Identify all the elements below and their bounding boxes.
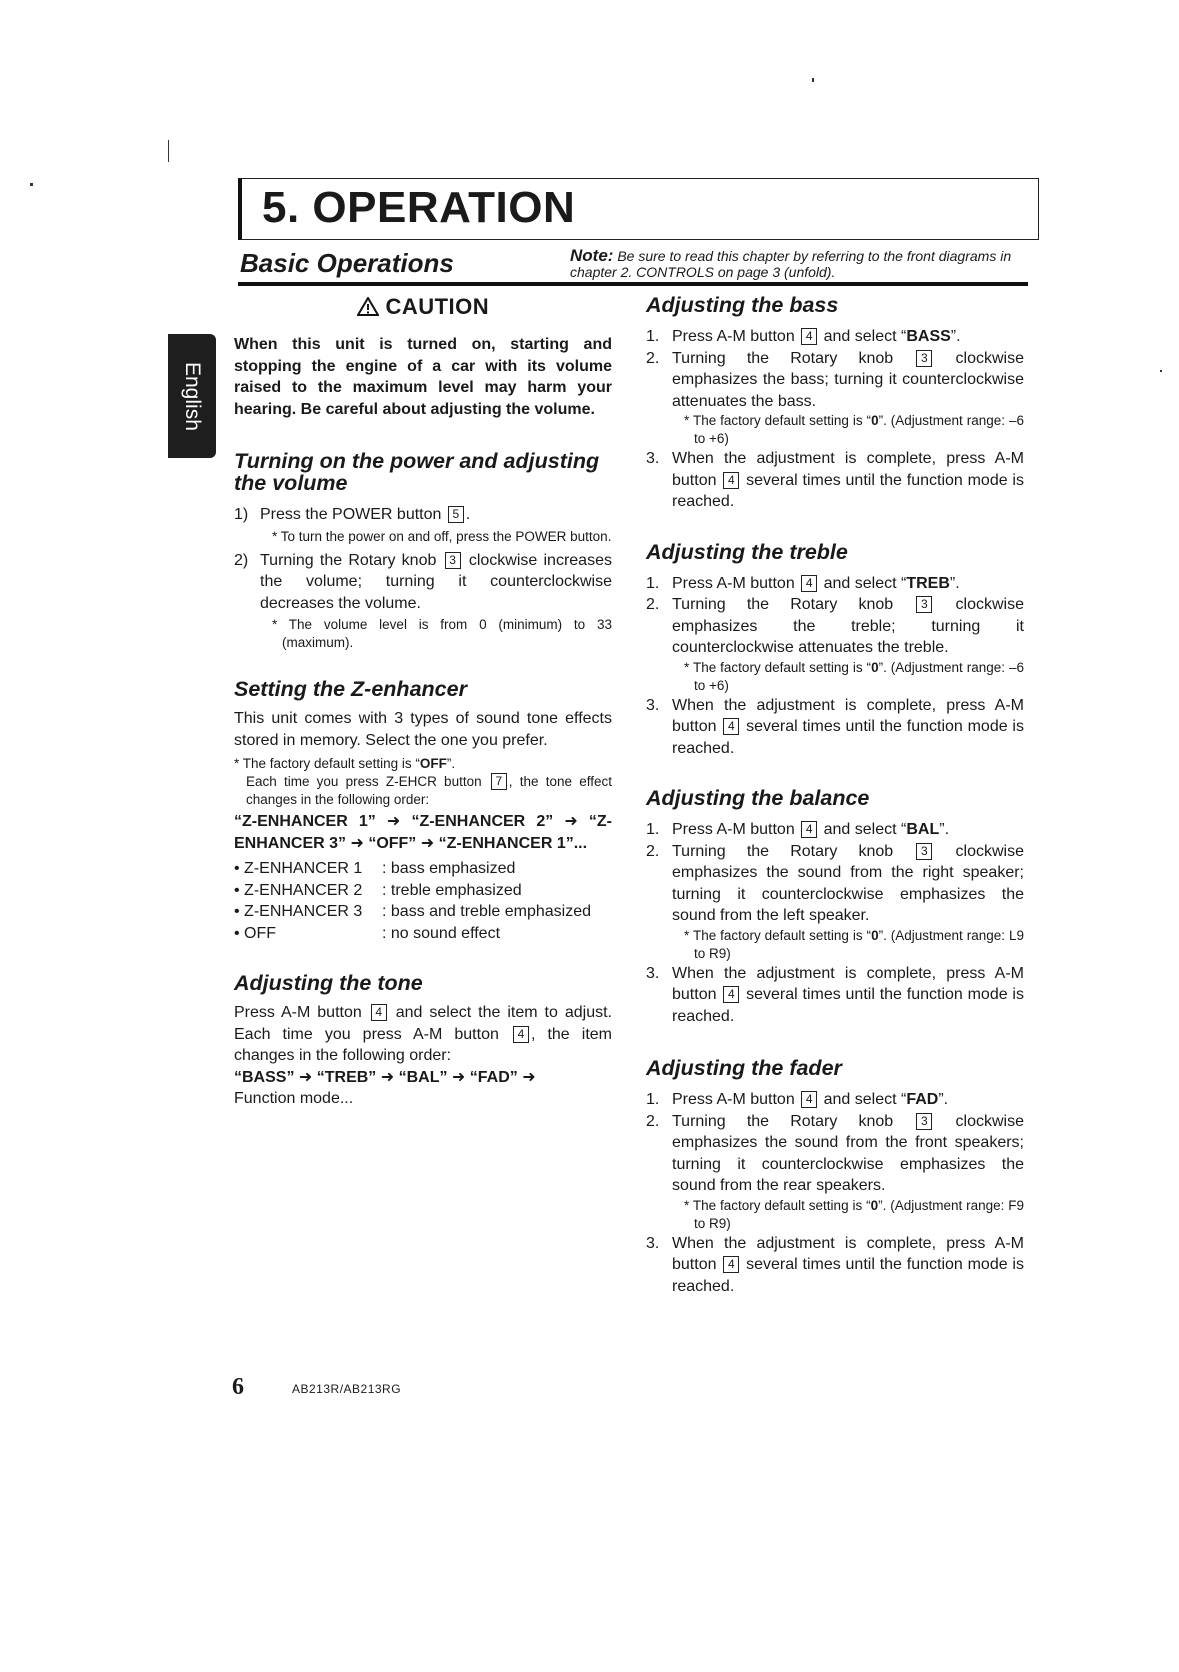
step-text: Turning the Rotary knob [672,842,894,860]
button-3-icon: 3 [916,596,932,613]
step-note [672,659,1024,695]
note-text: ”. (Adjustment range: –6 to +6) [694,413,1025,446]
zenhancer-modes [234,858,612,944]
step-text: several times until the function mode is reached. [672,718,1024,757]
list-item [234,901,612,923]
chapter-title-box [238,178,1039,240]
button-7-icon: 7 [491,773,507,790]
note-value: 0 [871,413,879,428]
caution-title: CAUTION [385,294,490,319]
list-item [646,963,1024,1028]
step-note: * The volume level is from 0 (minimum) to 33 (maximum). [272,617,612,650]
balance-steps [646,819,1024,1027]
step-number: 3. [646,696,660,714]
list-item [646,1089,1024,1111]
list-item [646,573,1024,595]
note-text: ”. [446,756,456,771]
balance-heading: Adjusting the balance [646,786,870,810]
zenhancer-each [234,773,612,809]
step-value: TREB [906,574,950,592]
step-text: When the adjustment is complete, press A-M button [672,1234,1024,1273]
power-volume-heading: Turning on the power and adjusting the volume [234,449,600,495]
list-item [646,326,1024,348]
step-value: BAL [906,821,940,838]
step-number: 1. [646,821,660,838]
button-4-icon: 4 [723,718,739,735]
button-3-icon: 3 [445,552,461,569]
button-4-icon: 4 [801,821,817,838]
language-tab [168,334,216,458]
list-item [646,1111,1024,1233]
step-text: Press A-M button [672,1091,795,1108]
list-item [234,858,612,880]
mode-desc: : bass emphasized [382,860,516,877]
note-text: * The factory default setting is “ [684,659,872,675]
step-text: several times until the function mode is reached. [672,1256,1024,1295]
button-3-icon: 3 [916,350,932,367]
mode-desc: : bass and treble emphasized [382,903,592,920]
step-text: Turning the Rotary knob [260,551,437,569]
button-4-icon: 4 [513,1026,529,1043]
step-text: Press A-M button [672,574,795,592]
button-3-icon: 3 [916,843,932,860]
note-value: 0 [871,659,879,675]
note-text: ”. (Adjustment range: –6 to +6) [694,659,1025,693]
list-item [234,550,612,653]
zenhancer-order: “Z-ENHANCER 1” ➜ “Z-ENHANCER 2” ➜ “Z-ENHANCER 3” ➜ “OFF” ➜ “Z-ENHANCER 1”... [234,813,612,852]
note-value: 0 [870,1197,879,1213]
step-number: 1. [646,328,660,345]
mode-key: • Z-ENHANCER 1 [234,860,363,877]
step-number: 1. [646,1091,660,1108]
fader-heading: Adjusting the fader [646,1056,842,1080]
scan-mark [812,78,814,82]
tone-order-tail: Function mode... [234,1090,354,1107]
step-number: 2. [646,1112,660,1130]
step-text: ”. [938,1091,949,1108]
button-4-icon: 4 [723,472,739,489]
tone-text-part: , the item changes in the following order: [234,1025,612,1064]
step-text: clockwise emphasizes the treble; turning it counterclockwise attenuates the treble. [672,596,1025,656]
step-number: 2. [646,349,660,367]
step-text: several times until the function mode is reached. [672,986,1024,1025]
tone-text-part: Press A-M button [234,1004,362,1021]
header-note [570,248,1030,280]
list-item [646,348,1024,449]
mode-key: • Z-ENHANCER 2 [234,881,363,899]
step-number: 2. [646,842,660,860]
warning-triangle-icon [357,294,386,319]
step-text: . [465,506,471,523]
step-text: When the adjustment is complete, press A-M button [672,450,1024,489]
zenhancer-note [234,755,612,773]
step-text: Turning the Rotary knob [672,1112,894,1130]
button-3-icon: 3 [916,1113,932,1130]
left-column [234,294,612,1110]
note-text: ”. (Adjustment range: F9 to R9) [694,1197,1024,1231]
mode-key: • OFF [234,924,277,942]
step-number: 3. [646,1234,660,1252]
section-title: Basic Operations [240,248,454,278]
step-text: and select “ [823,1091,907,1108]
note-text: * The factory default setting is “ [684,1197,871,1213]
scan-mark [1160,370,1162,372]
step-text: Press A-M button [672,821,795,838]
step-note [672,1197,1024,1233]
list-item [234,923,612,945]
caution-heading [234,294,612,320]
tone-heading: Adjusting the tone [234,971,423,995]
bass-steps [646,326,1024,513]
step-text: several times until the function mode is reached. [672,471,1024,510]
language-tab-label: English [181,361,204,431]
step-value: BASS [906,328,951,345]
tone-text [234,1002,612,1067]
power-volume-steps [234,504,612,652]
list-item [646,819,1024,841]
list-item [646,841,1024,963]
button-4-icon: 4 [371,1004,387,1021]
step-number: 3. [646,964,660,982]
step-text: Turning the Rotary knob [672,596,894,613]
step-text: ”. [939,821,950,838]
treble-steps [646,573,1024,760]
step-text: When the adjustment is complete, press A-M button [672,696,1024,735]
page-number: 6 [232,1374,244,1400]
step-number: 2) [234,551,249,569]
list-item [234,504,612,546]
right-column [646,294,1024,1297]
bass-heading: Adjusting the bass [646,293,839,317]
step-text: clockwise emphasizes the sound from the front speakers; turning it counterclockwise emphasizes the sound from the rear speakers. [672,1112,1025,1194]
step-number: 1. [646,574,660,592]
note-value: 0 [871,927,879,943]
step-text: and select “ [823,821,907,838]
button-4-icon: 4 [801,1091,817,1108]
list-item [646,1233,1024,1298]
tone-order: “BASS” ➜ “TREB” ➜ “BAL” ➜ “FAD” ➜ [234,1068,536,1086]
zenhancer-heading: Setting the Z-enhancer [234,677,467,701]
step-text: Turning the Rotary knob [672,349,894,367]
step-text: clockwise increases the volume; turning it counterclockwise decreases the volume. [260,551,612,612]
note-text: * The factory default setting is “ [234,756,420,771]
note-text: ”. (Adjustment range: L9 to R9) [694,927,1025,961]
note-text: Be sure to read this chapter by referring to the front diagrams in chapter 2. CONTROLS on page 3 (unfold). [570,248,1012,280]
model-number: AB213R/AB213RG [292,1382,402,1396]
note-value: OFF [419,756,447,771]
step-text: When the adjustment is complete, press A-M button [672,964,1024,1003]
button-5-icon: 5 [448,506,464,523]
treble-heading: Adjusting the treble [646,539,848,564]
note-text: * The factory default setting is “ [684,413,872,428]
step-text: Press the POWER button [260,506,442,523]
step-number: 1) [234,506,249,523]
step-text: ”. [950,328,961,345]
step-note [672,412,1024,448]
mode-desc: : treble emphasized [382,881,522,899]
step-text: clockwise emphasizes the sound from the right speaker; turning it counterclockwise emphasizes the sound from the left speaker. [672,842,1025,924]
list-item [646,448,1024,513]
note-text: Each time you press Z-EHCR button [246,774,482,789]
tone-text-part: and select the item to adjust. Each time you press A-M button [234,1004,612,1043]
list-item [646,695,1024,760]
button-4-icon: 4 [723,986,739,1003]
button-4-icon: 4 [801,328,817,345]
scan-mark [30,183,33,186]
zenhancer-intro: This unit comes with 3 types of sound tone effects stored in memory. Select the one you prefer. [234,710,612,749]
note-text: , the tone effect changes in the following order: [246,774,612,807]
mode-key: • Z-ENHANCER 3 [234,903,363,920]
list-item [646,594,1024,695]
step-number: 2. [646,596,660,613]
step-text: clockwise emphasizes the bass; turning it counterclockwise attenuates the bass. [672,349,1025,410]
header-rule [238,282,1028,286]
fader-steps [646,1089,1024,1297]
step-text: and select “ [823,328,907,345]
mode-desc: : no sound effect [382,924,501,942]
button-4-icon: 4 [723,1256,739,1273]
note-label: Note: [570,246,614,265]
scan-mark [168,140,169,162]
step-text: ”. [949,574,960,592]
step-value: FAD [906,1091,939,1108]
step-note: * To turn the power on and off, press the POWER button. [272,528,612,544]
step-note [672,927,1024,963]
step-number: 3. [646,450,660,467]
list-item [234,880,612,902]
step-text: Press A-M button [672,328,795,345]
note-text: * The factory default setting is “ [684,927,872,943]
caution-text: When this unit is turned on, starting and stopping the engine of a car with its volume raised to the maximum level may harm your hearing. Be careful about adjusting the volume. [234,336,612,418]
button-4-icon: 4 [801,575,817,592]
chapter-title: 5. OPERATION [262,183,576,232]
step-text: and select “ [823,574,907,592]
